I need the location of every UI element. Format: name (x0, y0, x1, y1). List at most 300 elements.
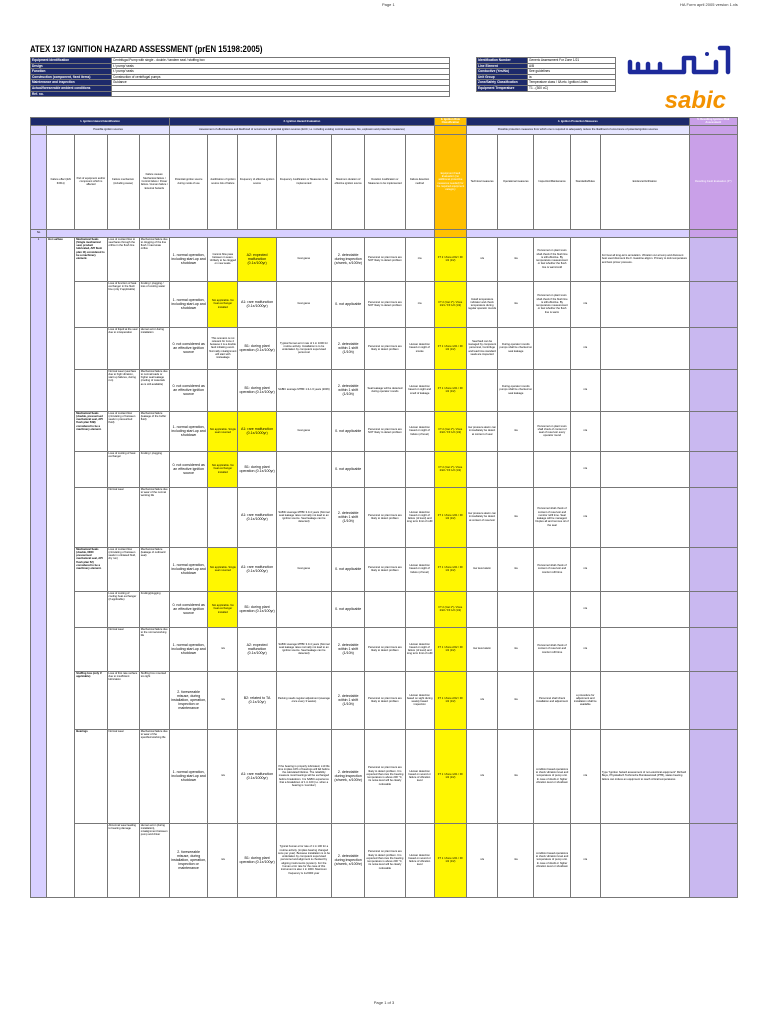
potential-cell: 1. normal operation, including start-up and shutdown (170, 237, 208, 281)
technical-cell: low pressure alarm can immediately be detect at content of seal (467, 411, 498, 451)
justification-cell: n/a (208, 729, 238, 823)
frequency-justification-cell: SABIC average MTBF 3.0-4 years (Normal seal leakage rates normally not lead to an ignition source. Seal leakage can be detected) (276, 627, 331, 671)
duration-cell: 2. detectable within 1 shift (1/10h) (332, 627, 365, 671)
col-causes: Failure causes: Mechanical failure / Control failure / Power failure / Human failure / External hazards (139, 134, 169, 229)
inspection-cell: Personnel shall check of content of reservoir and monitor refill time (534, 627, 570, 671)
duration-cell: 0. not applicable (332, 411, 365, 451)
part-cell: Mechanical Seals (Single mechanical seal, product lubricated, API flush plan 11) considered to be a machinery element. (75, 237, 107, 281)
frequency-justification-cell: Typical human error rate of 1 in 1000 for routine activity. Installation is to be undertaken by competent supervised personnel (276, 327, 331, 369)
operational-cell (498, 451, 534, 487)
identification-info-table (476, 57, 616, 92)
frequency-justification-cell: If the bearing is properly lubricated, L10 life time implies 10% of bearings will fail before the calculated lifetime. The reliability measure most bearings will be exchanged before breakdown. It is SABIC experience that a breakdown of 1 in 100 (i.e. when a bearing is 'overdue') (276, 729, 331, 823)
col-failure-effect: Failure effect (EN 61511) (47, 134, 75, 229)
mechanism-cell: Loss of cooling of cooling heat exchanger (if applicable) (107, 591, 139, 627)
justification-cell: This scenario is not relevant for zone 2 because it is a double fault initiating event. Normally misalignment will start with misleakage (208, 327, 238, 369)
potential-cell: 1. normal operation, including start-up and shutdown (170, 281, 208, 327)
operational-cell: n/a (498, 281, 534, 327)
col-evidence: Evidence/Verification (600, 134, 689, 229)
category-cell: FT 2 (Cat 1*) / Zone 1/21 / FF 1/2 (1/2) (434, 281, 466, 327)
inspection-cell: Personnel on plant tours shall check if the flush line is still effective. By temperature measurement or feel whether the flush line is warm (534, 281, 570, 327)
duration-justification-cell: Personnel on plant tours are likely to detect problem (365, 327, 405, 369)
info-label: Identification Number (477, 58, 528, 64)
evidence-cell (600, 487, 689, 547)
mechanism-cell: Normal wear (107, 729, 139, 823)
duration-justification-cell: Personnel on plant tours are likely to detect problem (365, 547, 405, 591)
technical-cell (467, 451, 498, 487)
page-top-label: Page 1 (382, 2, 395, 7)
table-row (31, 487, 738, 547)
section-2-header: 2. Ignition Hazard Evaluation (170, 118, 435, 126)
info-label: Zone/Safety Classification (477, 80, 528, 86)
evidence-cell (600, 327, 689, 369)
cause-cell: Fouling / plugging (139, 451, 169, 487)
info-label: Line Element (477, 63, 528, 69)
resulting-cell (689, 591, 737, 627)
mechanism-cell: Loss of function of heat exchanger in the flush line (only if applicable) (107, 281, 139, 327)
inspection-cell: Personnel on plant tours shall check if the flush line is still effective. By temperature measurement or feel whether the flush line is warm/cold (534, 237, 570, 281)
inspection-cell: Personnel shall check installation and adjustment (534, 671, 570, 729)
evidence-cell (600, 281, 689, 327)
frequency-cell: B1: during plant operation (0.1x/100yr) (238, 591, 276, 627)
duration-justification-cell: Personnel on plant tours are NOT likely to detect problem (365, 281, 405, 327)
table-row (31, 327, 738, 369)
operational-cell: n/a (498, 547, 534, 591)
col-duration-justification: Duration Justification or Measures to be implemented (365, 134, 405, 229)
justification-cell: n/a (208, 823, 238, 897)
cause-cell: Fouling/plugging (139, 591, 169, 627)
info-value: T1 - (300 oC) (528, 85, 616, 91)
inspection-cell: condition based operations to check vibration level and temperature of pump unit. In case of doubt or higher vibration level or shutdown (534, 823, 570, 897)
evidence-cell (600, 591, 689, 627)
evidence-cell (600, 823, 689, 897)
frequency-cell: A1: rare malfunction (0.1x/1000yr) (238, 729, 276, 823)
frequency-justification-cell: best game (276, 547, 331, 591)
col-max-duration: Maximum duration of effective ignition source (332, 134, 365, 229)
col-detection: Failure detection method (405, 134, 434, 229)
info-label: Equipment Temperature (477, 85, 528, 91)
justification-cell: Not applicable. Single seal mounted (208, 411, 238, 451)
info-label: Ref. no. (31, 91, 112, 97)
potential-cell: 1. normal operation, including start-up and shutdown (170, 729, 208, 823)
inspection-cell (534, 327, 570, 369)
justification-cell: n/a (208, 627, 238, 671)
part-cell (75, 823, 107, 897)
standards-cell: n/a (570, 327, 600, 369)
frequency-cell: A1: rare malfunction (0.1x/1000yr) (238, 281, 276, 327)
mechanism-cell: Loss of coolant flow (circulating of between seals in unbiased fluid, dry run) (107, 547, 139, 591)
resulting-cell (689, 327, 737, 369)
section-4-header: 4. Ignition Protection Measures (467, 118, 690, 126)
part-cell: Stuffing box (only if applicable) (75, 671, 107, 729)
hazard-assessment-table (30, 117, 738, 898)
inspection-cell: Personnel on plant tours shall check of content of seal of reservoir every operator round (534, 411, 570, 451)
category-cell: FT 1 / Zone 1/21 / FF 1/2 (1/2) (434, 327, 466, 369)
technical-cell: n/a (467, 671, 498, 729)
col-resulting: Resulting Fault Evaluation (F*) (689, 134, 737, 229)
duration-justification-cell: Personnel on plant tours are NOT likely to detect problem (365, 237, 405, 281)
duration-justification-cell: Personnel on plant tours are likely to detect problem (365, 671, 405, 729)
duration-justification-cell: Personnel on plant tours are likely to detect problem (365, 627, 405, 671)
detection-cell: Human detection based on sound or failure of vibration level (405, 729, 434, 823)
technical-cell (467, 369, 498, 411)
mechanism-cell: Abnormal wear leading to bearing damage (107, 823, 139, 897)
resulting-cell (689, 627, 737, 671)
inspection-cell (534, 451, 570, 487)
category-cell: FT 1 / Zone 1/21 / FF 1/2 (1/2) (434, 547, 466, 591)
document-title: ATEX 137 IGNITION HAZARD ASSESSMENT (prEN 15198:2005) (30, 44, 263, 55)
detection-cell (405, 451, 434, 487)
duration-cell: 2. detectable within 1 shift (1/10h) (332, 327, 365, 369)
info-label: Maintenance and inspection (31, 80, 112, 86)
standards-cell: n/a (570, 281, 600, 327)
justification-cell (208, 369, 238, 411)
info-value: t / pump/ seals (112, 63, 450, 69)
duration-cell: 2. detectable within 1 shift (1/10h) (332, 671, 365, 729)
duration-cell: 2. detectable within 1 shift (1/10h) (332, 369, 365, 411)
mechanism-cell: Normal wear (107, 487, 139, 547)
col-standards: Standards/Rules (570, 134, 600, 229)
info-row (31, 91, 450, 97)
table-row (31, 729, 738, 823)
info-label: Construction (component, fixed items) (31, 74, 112, 80)
cause-cell: Mechanical failure due to wear of the normal working life (139, 487, 169, 547)
part-cell (75, 627, 107, 671)
duration-cell: 0. not applicable (332, 451, 365, 487)
frequency-cell: B1: during plant operation (0.1x/100yr) (238, 451, 276, 487)
detection-cell: n/a (405, 237, 434, 281)
section-1-header: 1. Ignition Hazard Identification (31, 118, 170, 126)
cause-cell: Mechanical failure due to clogging of the line flush / inaccurate orifice (139, 237, 169, 281)
duration-cell: 2. detectable during inspection (x/week, x/100hr) (332, 237, 365, 281)
duration-justification-cell: Personnel on plant tours are likely to detect problem. It is expected that once the bearing temperature is above 200 °C, its noise level will be clearly noticeable (365, 729, 405, 823)
sabic-arabic-mark (630, 48, 728, 72)
evidence-cell (600, 547, 689, 591)
technical-cell: n/a (467, 729, 498, 823)
cause-cell: Human error (during installation), misalignment between pump and driver (139, 823, 169, 897)
part-cell (75, 451, 107, 487)
standards-cell: n/a (570, 627, 600, 671)
technical-cell: n/a (467, 237, 498, 281)
info-label: Conductive (Yes/No) (477, 69, 528, 75)
table-row (31, 237, 738, 281)
duration-justification-cell: Seal leakage will be detected during operator rounds (365, 369, 405, 411)
duration-cell: 2. detectable within 1 shift (1/10h) (332, 487, 365, 547)
standards-cell: n/a (570, 411, 600, 451)
mechanism-cell: Normal wear (107, 627, 139, 671)
resulting-cell (689, 369, 737, 411)
mechanism-cell: Loss of cooling of heat exchanger (107, 451, 139, 487)
evidence-cell (600, 369, 689, 411)
detection-cell: Human detection based on sight of failure (of level) and long term limit of refill (405, 487, 434, 547)
col-equipment-category: Equipment Fault Evaluation (no additional protective measures needed) for the required equipment category (434, 134, 466, 229)
cause-cell: Human error during installation (139, 327, 169, 369)
section-2-subheader: Assessment of effectiveness and likelihood of occurrence of potential ignition sources (EUC; i.e. including existing control measures, fire, explosion and protection measures) (170, 125, 435, 134)
info-value: Generic Assessment For Zone 1/21 (528, 58, 616, 64)
col-potential: Potential ignition source during mode of use (170, 134, 208, 229)
duration-cell: 0. not applicable (332, 547, 365, 591)
frequency-cell: A1: rare malfunction (0.1x/1000yr) (238, 547, 276, 591)
evidence-cell (600, 451, 689, 487)
frequency-justification-cell: best game (276, 281, 331, 327)
operational-cell: During operator rounds pumps shall be checked on seal leakage (498, 327, 534, 369)
info-label: Equipment identification (31, 58, 112, 64)
standards-cell (570, 237, 600, 281)
resulting-cell (689, 823, 737, 897)
info-value: ia (528, 74, 616, 80)
duration-justification-cell: Personnel on plant tours are NOT likely to detect problem (365, 411, 405, 451)
standards-cell: n/a (570, 823, 600, 897)
detection-cell: Human detection based on sight of failure (of level) (405, 411, 434, 451)
technical-cell: low level alarm (467, 547, 498, 591)
info-value: Centrifugal Pump with single - double / tandem seal / stuffing box (112, 58, 450, 64)
frequency-cell: B1: during plant operation (0.1x/100yr) (238, 369, 276, 411)
part-cell: Mechanical Seals (double, pressurised mechanical seal, API flush plan 53B) considered to be a machinery element. (75, 411, 107, 451)
section-4-subheader: Possible protection measures from which one is required to adequately reduce the likelihood of occurrence of potential ignition sources (467, 125, 690, 134)
section-5-header: 5. Resulting Ignition Risk Assessment (689, 118, 737, 126)
col-parts: Part of equipment and/or component which is affected (75, 134, 107, 229)
page-footer: Page 1 of 3 (373, 1000, 395, 1005)
technical-cell (467, 591, 498, 627)
cause-cell: Mechanical failure due to normal loads or higher seal leakage (cooling of materials as is still available) (139, 369, 169, 411)
frequency-cell: A2: expected malfunction (0.1x/100yr) (238, 627, 276, 671)
col-frequency-justification: Frequency Justification or Measures to be implemented (276, 134, 331, 229)
form-reference: HA Form april 2005 version 1.xls (680, 2, 738, 7)
info-label: Design (31, 63, 112, 69)
duration-justification-cell (365, 451, 405, 487)
table-row (31, 369, 738, 411)
col-frequency: Frequency of effective ignition source (238, 134, 276, 229)
detection-cell: Human detection based on sight of smoke (405, 327, 434, 369)
evidence-cell: Type "Ignition hazard assessment of non-electrical equipment" Richard Beye, Physikalisch Technische Bundesanstalt (PTB), states bearing failure can induce an equipment to reach critical temperatures (600, 729, 689, 823)
part-cell (75, 487, 107, 547)
frequency-justification-cell: Typical human error rate of 1 in 100 for a routine activity. (implies bearing changed once per year). Because installation is to be undertaken by competent supervised personnel and alignment is checked by aligning instruments (system). For the human error rate for the case of this instrument is also 1 in 1000. Maximum frequency is 1x/2000 year (276, 823, 331, 897)
table-row (31, 547, 738, 591)
resulting-cell (689, 487, 737, 547)
mechanism-cell: Loss of liquid at the seal due to misoperation (107, 327, 139, 369)
section-1-subheader: Possible ignition sources (47, 125, 170, 134)
table-row (31, 451, 738, 487)
category-cell: FT 1 / Zone 2/22 / FF 1/2 (1/2) (434, 671, 466, 729)
inspection-cell (534, 369, 570, 411)
table-row (31, 281, 738, 327)
potential-cell: 0. not considered as an effective ignition source (170, 327, 208, 369)
info-label: Actual/foreseeable ambient conditions (31, 85, 112, 91)
frequency-cell: A2: expected malfunction (0.1x/100yr) (238, 237, 276, 281)
info-label: Function (31, 69, 112, 75)
detection-cell: n/a (405, 281, 434, 327)
duration-justification-cell (365, 591, 405, 627)
inspection-cell: Personnel shall check of content of reservoir and monitor refill time (534, 547, 570, 591)
potential-cell (170, 487, 208, 547)
frequency-cell: B1: during plant operation (0.1x/100yr) (238, 327, 276, 369)
category-cell: FT 1 / Zone 1/21 / FF 1/2 (1/2) (434, 487, 466, 547)
table-row (31, 671, 738, 729)
evidence-cell: For best all long-term annulation. Vibration cut at temp and dismount best used dismount the F. Gasoline alignm. Primary to lock temperature and best primer pressure. (600, 237, 689, 281)
potential-cell: 1. normal operation, including start-up and shutdown (170, 411, 208, 451)
detection-cell: Human detection based on sight of failure (of level) and long term limit of refill (405, 627, 434, 671)
potential-cell: 0. not considered as an effective ignition source (170, 369, 208, 411)
standards-cell: n/a (570, 547, 600, 591)
equipment-info-table (30, 57, 450, 97)
failure-effect-cell: Hot surface (47, 237, 75, 897)
category-cell: FT 2 (Cat 1*) / Zone 2/22 / FF 1/2 (1/2) (434, 411, 466, 451)
part-cell (75, 281, 107, 327)
potential-cell: 2. foreseeable misuse, during installation, operation, inspection or maintenance (170, 823, 208, 897)
duration-justification-cell: Personnel on plant tours are likely to detect problem. It is expected that once the bearing temperature is above 200 °C, its noise level will be clearly noticeable (365, 823, 405, 897)
technical-cell: n/a (467, 823, 498, 897)
table-row (31, 411, 738, 451)
duration-cell: 0. not applicable (332, 591, 365, 627)
technical-cell: Install temperature indicator and check temperature during regular operator rounds (467, 281, 498, 327)
justification-cell: n/a (208, 671, 238, 729)
col-no: No (31, 229, 47, 237)
detection-cell: Human detection based on sound or failure of vibration level (405, 823, 434, 897)
resulting-cell (689, 451, 737, 487)
mechanism-cell: Loss of coolant flow to seal faces through the orifice in the flush line (107, 237, 139, 281)
section-3-header: 3. Ignition Risk Classification (434, 118, 466, 126)
table-row (31, 627, 738, 671)
resulting-cell (689, 729, 737, 823)
category-cell: FT 1 / Zone 1/21 / FF 1/2 (1/2) (434, 369, 466, 411)
operational-cell: n/a (498, 729, 534, 823)
mechanism-cell: Normal wear (seal face due to high vibration, start up failures, during run) (107, 369, 139, 411)
part-cell: Mechanical Seals (double, NON pressurised mechanical seal, API flush plan 52) considered to be a machinery element. (75, 547, 107, 591)
col-inspection: Inspection/Maintenance (534, 134, 570, 229)
info-value (112, 91, 450, 97)
category-cell: FT 1 / Zone 1/21 / FF 1/2 (1/2) (434, 729, 466, 823)
operational-cell: n/a (498, 627, 534, 671)
mechanism-cell: Loss of first rate surface due to insufficient lubrication (107, 671, 139, 729)
sabic-logo (624, 40, 736, 116)
resulting-cell (689, 281, 737, 327)
operational-cell: n/a (498, 487, 534, 547)
standards-cell: n/a (570, 487, 600, 547)
duration-justification-cell: Personnel on plant tours are likely to detect problem (365, 487, 405, 547)
potential-cell: 1. normal operation, including start-up and shutdown (170, 627, 208, 671)
category-cell: FT 2 (Cat 1*) / Zone 2/22 / FF 1/2 (1/2) (434, 451, 466, 487)
col-justification: Justification of ignition source risk of failure (208, 134, 238, 229)
info-value: See guidelines (528, 69, 616, 75)
cause-cell: Mechanical failure due to wear of the specified working life (139, 729, 169, 823)
detection-cell (405, 591, 434, 627)
standards-cell: n/a (570, 729, 600, 823)
technical-cell: low pressure alarm can immediately be detect at content of reservoir (467, 487, 498, 547)
justification-cell (208, 487, 238, 547)
col-operational: Operational measures (498, 134, 534, 229)
frequency-justification-cell: best game (276, 237, 331, 281)
standards-cell: n/a (570, 591, 600, 627)
potential-cell: 1. normal operation, including start-up and shutdown (170, 547, 208, 591)
inspection-cell: condition based operations to check vibration level and temperature of pump unit. In case of doubt or higher vibration level or shutdown (534, 729, 570, 823)
operational-cell (498, 591, 534, 627)
cause-cell: Stuffing box mounted too tight (139, 671, 169, 729)
resulting-cell (689, 237, 737, 281)
potential-cell: 0. not considered as an effective ignition source (170, 451, 208, 487)
frequency-justification-cell: Packing needs regular adjustment (average once every 3 weeks) (276, 671, 331, 729)
detection-cell: Human detection based on sight during weekly based inspection (405, 671, 434, 729)
frequency-justification-cell (276, 451, 331, 487)
technical-cell: low level alarm (467, 627, 498, 671)
info-value: Construction of centrifugal pumps (112, 74, 450, 80)
evidence-cell (600, 627, 689, 671)
info-value: Guidance (112, 80, 450, 86)
duration-cell: 0. not applicable (332, 281, 365, 327)
frequency-cell: A1: rare malfunction (0.1x/1000yr) (238, 487, 276, 547)
evidence-cell (600, 671, 689, 729)
justification-cell: Cannot flow pass between in seam. Unlikely to be clogged on new seals. (208, 237, 238, 281)
standards-cell: n/a (570, 451, 600, 487)
standards-cell: a procedure for adjustment and installation shall be available (570, 671, 600, 729)
info-value: A/B (528, 63, 616, 69)
cause-cell: Mechanical failure due to the normal working life (139, 627, 169, 671)
technical-cell: Seal fault can be managed by competent personnel, Centrifuge and lead time standard seals are inspected (467, 327, 498, 369)
category-cell: FT 1 / Zone 2/22 / FF 1/2 (1/2) (434, 627, 466, 671)
resulting-cell (689, 671, 737, 729)
potential-cell: 2. foreseeable misuse, during installation, operation, inspection or maintenance (170, 671, 208, 729)
justification-cell: Not applicable. No heat exchanger installed (208, 281, 238, 327)
col-technical: Technical measures (467, 134, 498, 229)
operational-cell: During operator rounds pumps shall be checked on seal leakage (498, 369, 534, 411)
inspection-cell: Personnel shall check of content of reservoir and monitor refill time. Seal leakage will be managed. Duplex all and remove oil of the seal (534, 487, 570, 547)
frequency-justification-cell: best game (276, 411, 331, 451)
standards-cell: n/a (570, 369, 600, 411)
col-mechanism: Failure mechanism (including cause) (107, 134, 139, 229)
cause-cell: Fouling / plugging / loss of cooling water (139, 281, 169, 327)
resulting-cell (689, 411, 737, 451)
frequency-cell: A1: rare malfunction (0.1x/1000yr) (238, 411, 276, 451)
frequency-justification-cell (276, 591, 331, 627)
cause-cell: Mechanical failure (leakage of outboard seal) (139, 547, 169, 591)
resulting-cell (689, 547, 737, 591)
category-cell: FT 1 / Zone 1/21 / FF 1/2 (1/2) (434, 823, 466, 897)
info-row (477, 85, 616, 91)
inspection-cell (534, 591, 570, 627)
frequency-justification-cell: SABIC average MTBF 1.3-1.6 years (2006) (276, 369, 331, 411)
frequency-cell: B2: related to TA (0.1x/10yr) (238, 671, 276, 729)
table-row (31, 823, 738, 897)
operational-cell: n/a (498, 671, 534, 729)
cause-cell: Mechanical failure (leakage of the buffer fluid) (139, 411, 169, 451)
justification-cell: Not applicable. No heat exchanger installed (208, 451, 238, 487)
info-value: t / pump/ seals (112, 69, 450, 75)
category-cell: FT 2 (Cat 1*) / Zone 2/22 / FF 1/2 (1/2) (434, 591, 466, 627)
row-number: 1 (31, 237, 47, 897)
frequency-justification-cell: SABIC average MTBF 3.0-4 years (Normal seal leakage rates normally not lead to an ignition source. Seal leakage can be detected) (276, 487, 331, 547)
part-cell (75, 591, 107, 627)
mechanism-cell: Loss of coolant flow (circulating of between seals in pressurized fluid) (107, 411, 139, 451)
detection-cell: Human detection based on sight of failure (of level) (405, 547, 434, 591)
detection-cell: Human detection based on sight and smell of leakage (405, 369, 434, 411)
justification-cell: Not applicable. No heat exchanger installed (208, 591, 238, 627)
table-row (31, 591, 738, 627)
info-value: Temperature class / IIA etc. Ignition Limits (528, 80, 616, 86)
sabic-wordmark: sabic (664, 87, 726, 114)
operational-cell: n/a (498, 411, 534, 451)
duration-cell: 2. detectable during inspection (x/week, x/100hr) (332, 823, 365, 897)
operational-cell: n/a (498, 237, 534, 281)
justification-cell: Not applicable. Single seal mounted (208, 547, 238, 591)
part-cell (75, 327, 107, 369)
frequency-cell: B1: during plant operation (0.1x/100yr) (238, 823, 276, 897)
category-cell: FT 2 / Zone 2/22 / FF 1/2 (1/2) (434, 237, 466, 281)
evidence-cell (600, 411, 689, 451)
potential-cell: 0. not considered as an effective ignition source (170, 591, 208, 627)
part-cell: Bearings (75, 729, 107, 823)
duration-cell: 2. detectable during inspection (x/week, x/100hr) (332, 729, 365, 823)
part-cell (75, 369, 107, 411)
operational-cell: n/a (498, 823, 534, 897)
info-label: Unit Group (477, 74, 528, 80)
